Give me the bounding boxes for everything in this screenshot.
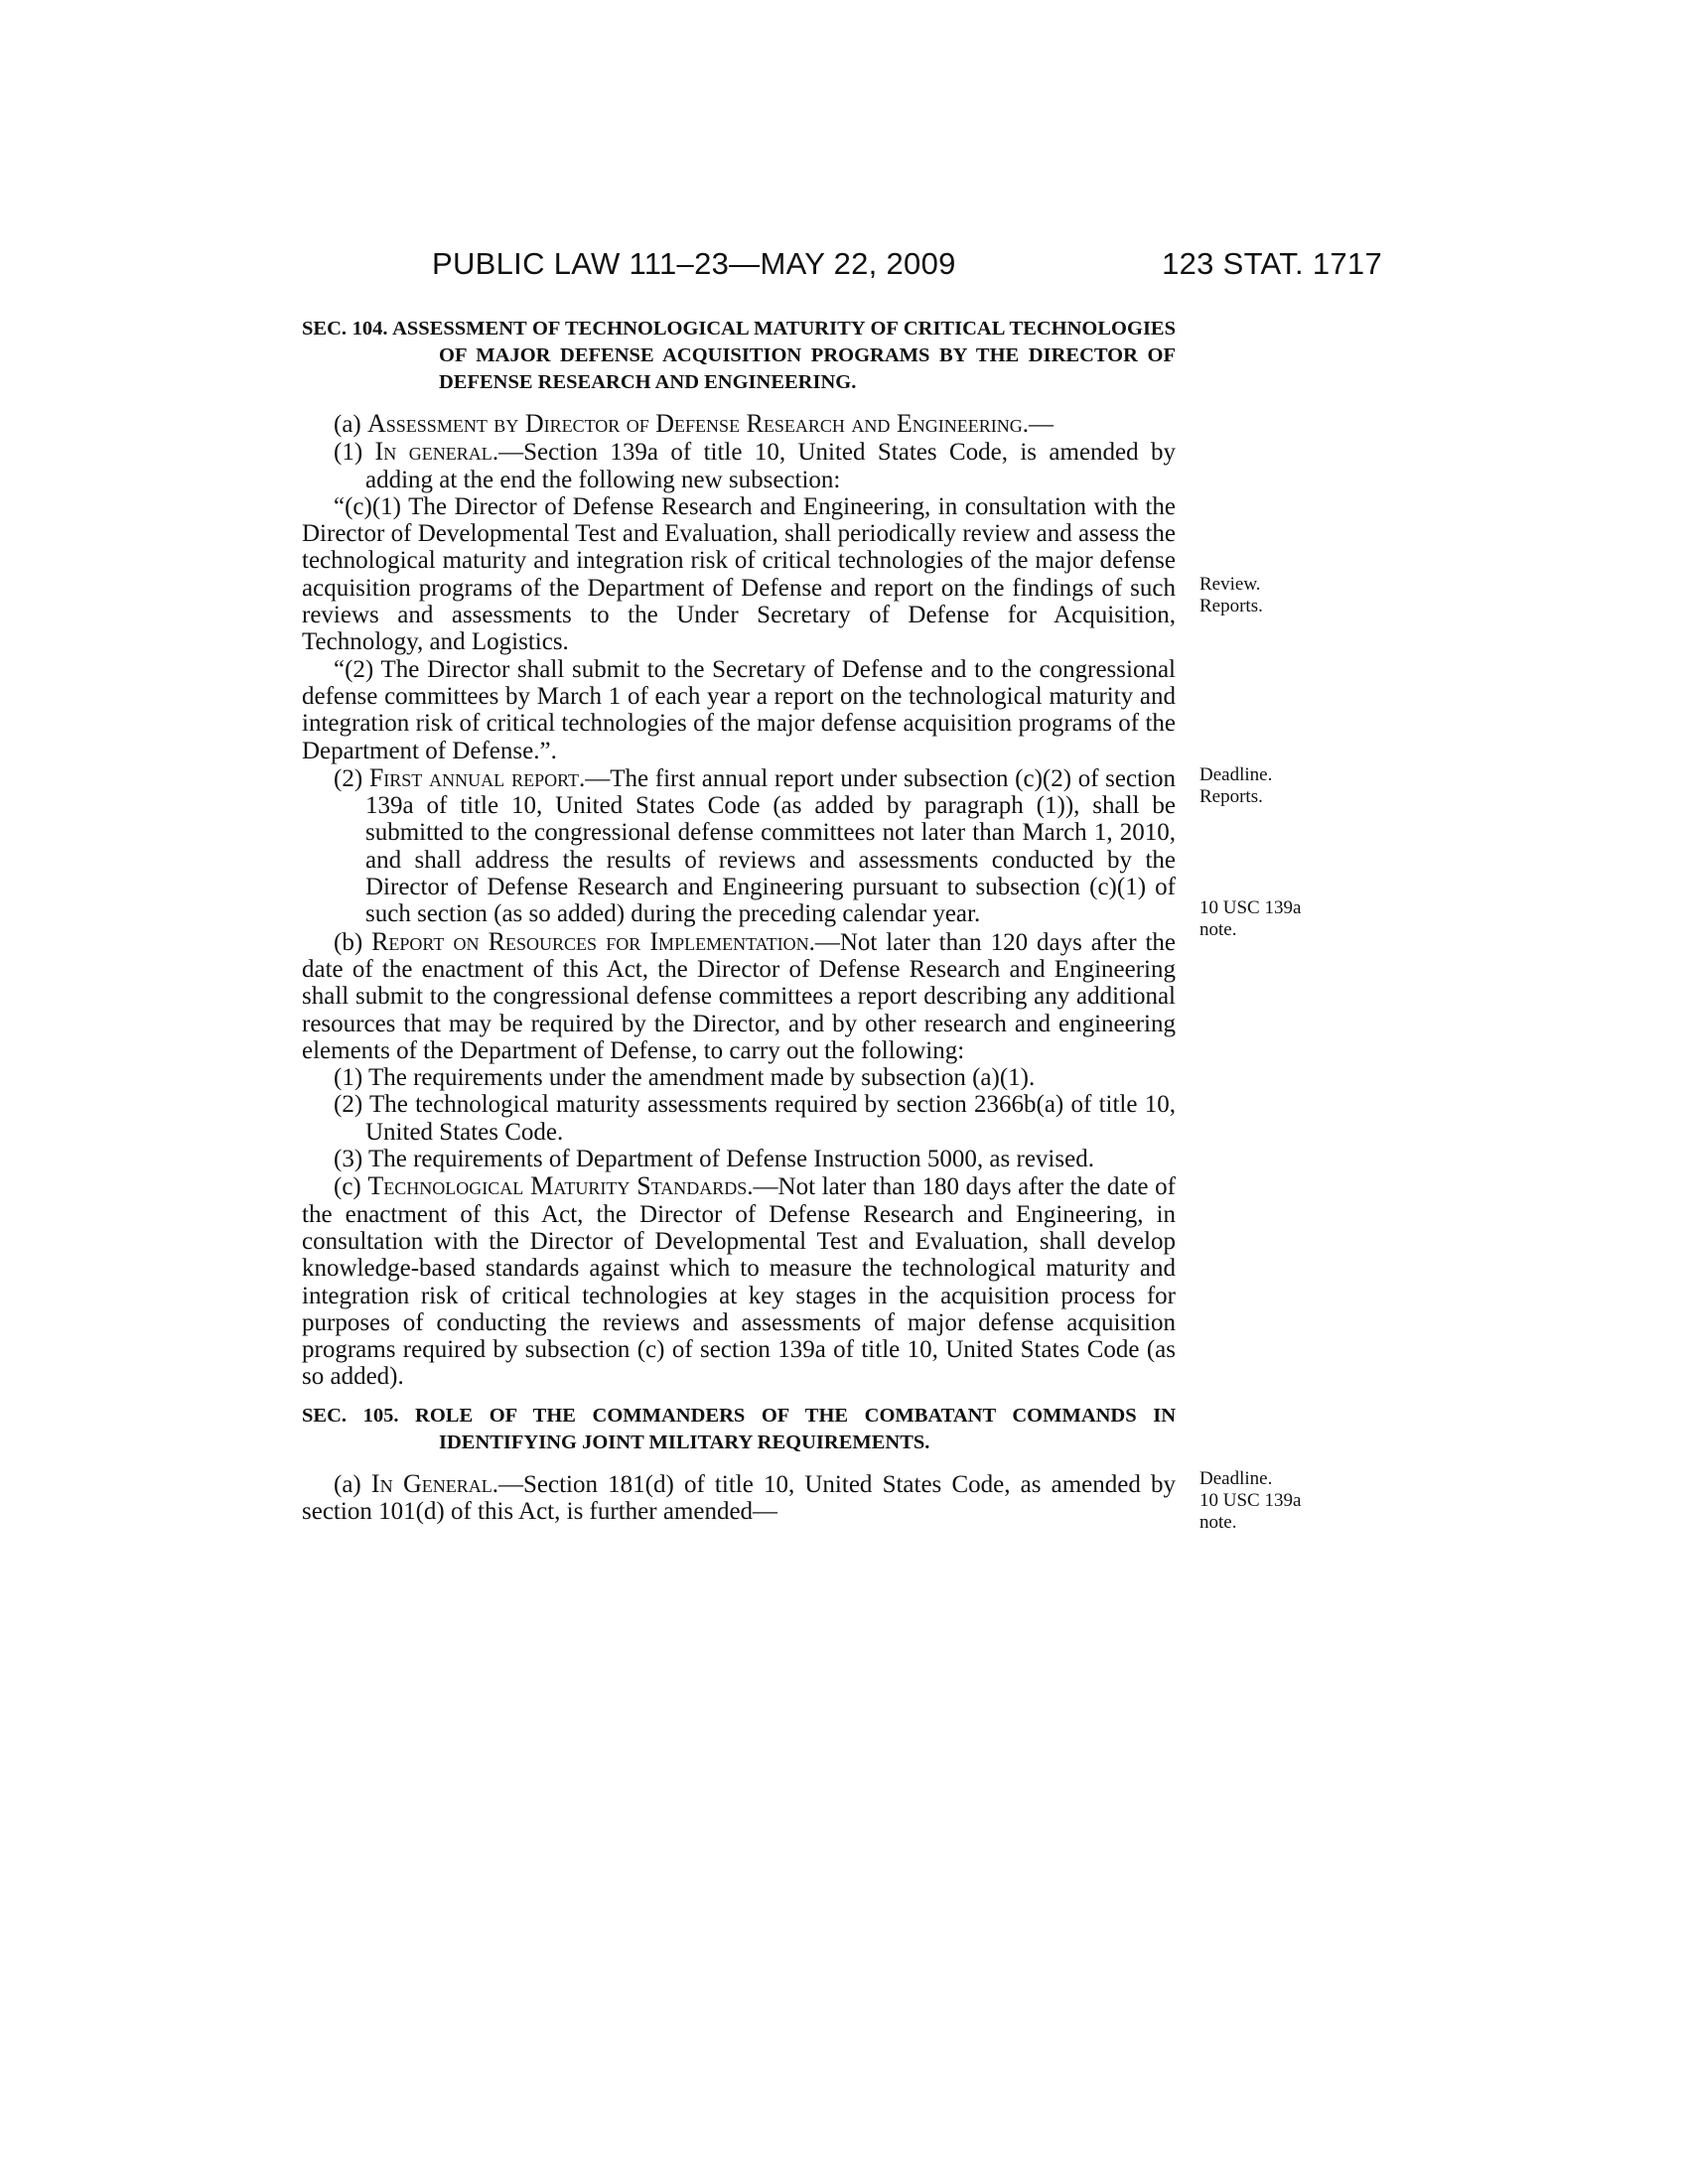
subsection-b-label: (b)	[334, 928, 372, 956]
margin-note-deadline-reports	[1199, 764, 1338, 808]
subsection-c-text: .—Not later than 180 days after the date of the enactment of this Act, the Director of Defense Research and Engineering, in consultation with the Director of Developmental Test and Evaluation, shall develop knowledge-based standards against which to measure the technological maturity and integration risk of critical technologies at key stages in the acquisition process for purposes of conducting the reviews and assessments of major defense acquisition programs required by subsection (c) of section 139a of title 10, United States Code (as so added).	[302, 1173, 1176, 1391]
quoted-subsection-c2: “(2) The Director shall submit to the Secretary of Defense and to the congressional defense committees by March 1 of each year a report on the technological maturity and integration risk of critical technologies of the major defense acquisition programs of the Department of Defense.”.	[302, 655, 1176, 764]
margin-note-usc-citation	[1199, 897, 1338, 941]
paragraph-a1-text: .—Section 139a of title 10, United States Code, is amended by adding at the end the following new subsection:	[365, 439, 1177, 493]
paragraph-a1-title: In general	[374, 437, 492, 467]
margin-note-deadline-usc	[1199, 1468, 1338, 1534]
subsection-b-title: Report on Resources for Implementation	[371, 926, 809, 956]
margin-note-line: note.	[1199, 1512, 1237, 1533]
margin-note-line: Deadline.	[1199, 764, 1273, 785]
subsection-a-label: (a)	[334, 411, 367, 438]
margin-note-line: note.	[1199, 919, 1237, 940]
main-text-column	[302, 316, 1176, 1525]
paragraph-b3: (3) The requirements of Department of Defense Instruction 5000, as revised.	[334, 1146, 1094, 1173]
section-104-heading: SEC. 104. ASSESSMENT OF TECHNOLOGICAL MATURITY OF CRITICAL TECHNOLOGIES OF MAJOR DEFENSE ACQUISITION PROGRAMS BY THE DIRECTOR OF DEFENSE RESEARCH AND ENGINEERING.	[302, 318, 1176, 393]
subsection-c-label: (c)	[334, 1173, 368, 1201]
margin-note-line: Review.	[1199, 574, 1261, 595]
paragraph-a2-title: First annual report	[368, 762, 580, 792]
subsection-a-title: Assessment by Director of Defense Research and Engineering	[367, 409, 1023, 438]
paragraph-a1-label: (1)	[334, 439, 375, 467]
section-105-a-label: (a)	[334, 1470, 371, 1498]
subsection-a-heading	[302, 410, 1176, 438]
margin-note-line: Reports.	[1199, 596, 1263, 616]
paragraph-b2: (2) The technological maturity assessments required by section 2366b(a) of title 10, United States Code.	[334, 1091, 1176, 1146]
margin-note-line: 10 USC 139a	[1199, 1490, 1302, 1511]
margin-note-line: Reports.	[1199, 786, 1263, 807]
section-105-a-text: .—Section 181(d) of title 10, United States Code, as amended by section 101(d) of this Act, is further amended—	[302, 1470, 1176, 1525]
subsection-c-title: Technological Maturity Standards	[367, 1171, 748, 1201]
running-head	[298, 246, 1382, 286]
subsection-c	[302, 1172, 1176, 1390]
paragraph-b1: (1) The requirements under the amendment made by subsection (a)(1).	[334, 1064, 1036, 1092]
quoted-subsection-c1: “(c)(1) The Director of Defense Research and Engineering, in consultation with the Director of Developmental Test and Evaluation, shall periodically review and assess the technological maturity and integration risk of critical technologies of the major defense acquisition programs of the Department of Defense and report on the findings of such reviews and assessments to the Under Secretary of Defense for Acquisition, Technology, and Logistics.	[302, 492, 1176, 656]
margin-note-review-reports	[1199, 574, 1338, 617]
subsection-b	[302, 928, 1176, 1064]
statute-page-number: 123 STAT. 1717	[1162, 246, 1382, 281]
paragraph-a2-label: (2)	[334, 764, 369, 792]
margin-note-line: Deadline.	[1199, 1468, 1273, 1489]
public-law-citation: PUBLIC LAW 111–23—MAY 22, 2009	[432, 246, 956, 281]
paragraph-a1	[302, 438, 1176, 493]
section-105-subsection-a	[302, 1470, 1176, 1526]
section-105-a-title: In General	[370, 1468, 492, 1498]
margin-note-line: 10 USC 139a	[1199, 897, 1302, 918]
subsection-a-dash: .—	[1022, 411, 1055, 438]
paragraph-a2	[302, 764, 1176, 928]
section-105-heading: SEC. 105. ROLE OF THE COMMANDERS OF THE COMBATANT COMMANDS IN IDENTIFYING JOINT MILITARY REQUIREMENTS.	[302, 1404, 1176, 1453]
subsection-b-text: .—Not later than 120 days after the date of the enactment of this Act, the Director of Defense Research and Engineering shall submit to the congressional defense committees a report describing any additional resources that may be required by the Director, and by other research and engineering elements of the Department of Defense, to carry out the following:	[302, 928, 1177, 1064]
paragraph-a2-text: .—The first annual report under subsection (c)(2) of section 139a of title 10, United States Code (as added by paragraph (1)), shall be submitted to the congressional defense committees not later than March 1, 2010, and shall address the results of reviews and assessments conducted by the Director of Defense Research and Engineering pursuant to subsection (c)(1) of such section (as so added) during the preceding calendar year.	[365, 764, 1176, 928]
